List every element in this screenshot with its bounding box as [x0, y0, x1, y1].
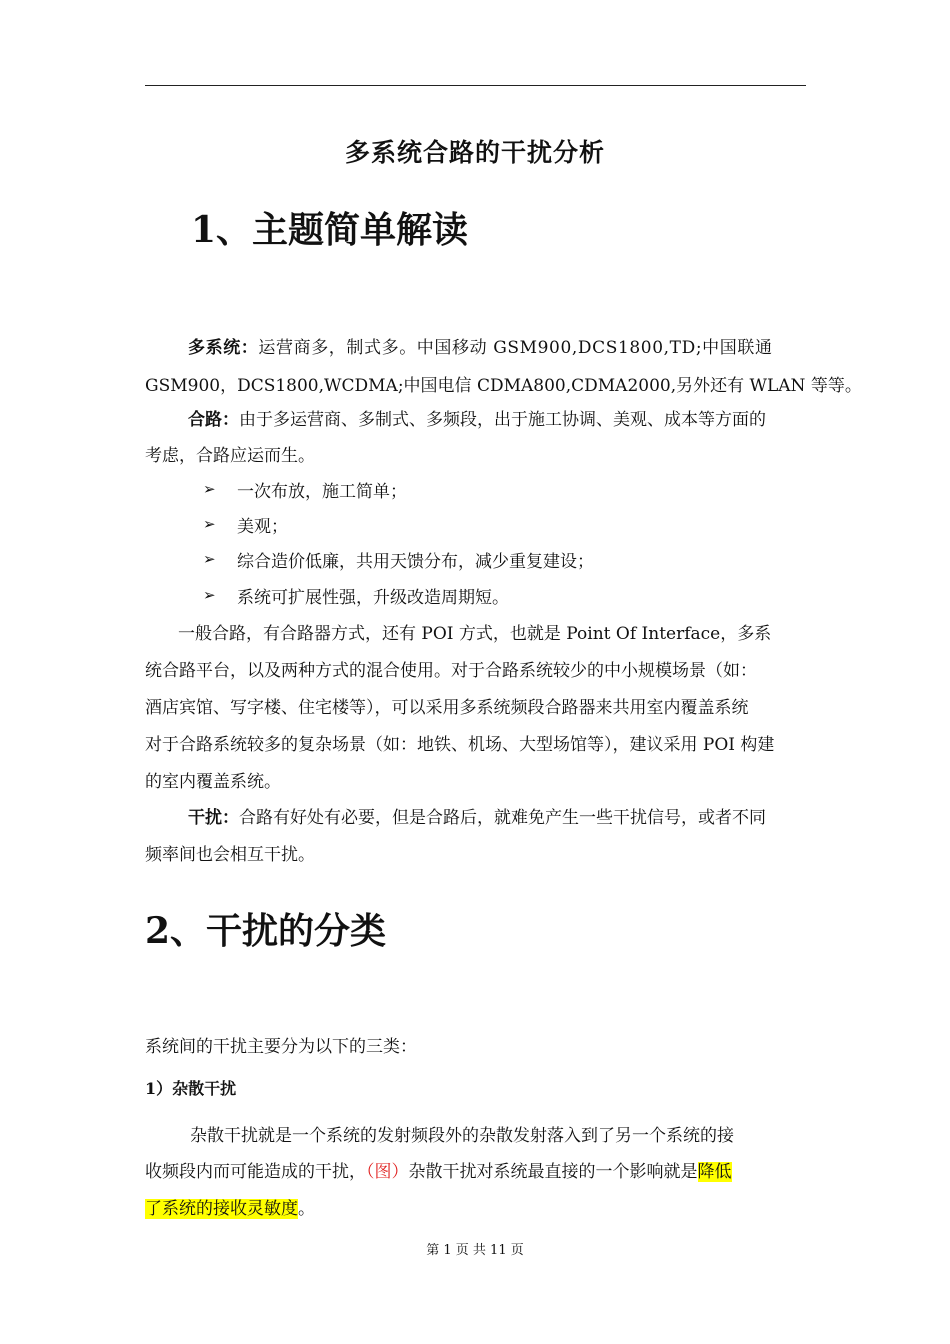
subheading-spurious: 1）杂散干扰	[145, 1079, 237, 1098]
term-combining: 合路：	[188, 410, 239, 430]
document-title: 多系统合路的干扰分析	[344, 138, 605, 167]
para-interference-line2: 频率间也会相互干扰。	[145, 845, 315, 865]
para-poi-line: 统合路平台，以及两种方式的混合使用。对于合路系统较少的中小规模场景（如：	[145, 661, 757, 681]
highlighted-text: 降低	[697, 1162, 732, 1182]
bullet-arrow-icon: ➢	[203, 550, 216, 568]
bullet-item: 系统可扩展性强，升级改造周期短。	[237, 588, 509, 608]
para-multisystem-line2: GSM900，DCS1800,WCDMA;中国电信 CDMA800,CDMA2000,另外还有 WLAN 等等。	[145, 376, 862, 396]
highlighted-text: 了系统的接收灵敏度	[145, 1199, 298, 1219]
para-spurious-line3: 了系统的接收灵敏度。	[145, 1199, 315, 1219]
bullet-item: 美观；	[237, 517, 288, 537]
term-multisystem: 多系统：	[188, 338, 259, 358]
para-spurious-line1: 杂散干扰就是一个系统的发射频段外的杂散发射落入到了另一个系统的接	[190, 1126, 734, 1146]
para-combining-line2: 考虑，合路应运而生。	[145, 446, 315, 466]
figure-reference: （图）	[366, 1162, 409, 1182]
para-multisystem-line1: 多系统：运营商多，制式多。中国移动 GSM900,DCS1800,TD;中国联通	[188, 338, 773, 358]
para-poi-line: 一般合路，有合路器方式，还有 POI 方式，也就是 Point Of Interface，多系	[178, 624, 772, 644]
bullet-item: 一次布放，施工简单；	[237, 482, 407, 502]
header-rule	[145, 85, 806, 86]
para-poi-line: 酒店宾馆、写字楼、住宅楼等），可以采用多系统频段合路器来共用室内覆盖系统	[145, 698, 749, 718]
bullet-arrow-icon: ➢	[203, 586, 216, 604]
para-poi-line: 的室内覆盖系统。	[145, 772, 281, 792]
para-interference-line1: 干扰：合路有好处有必要，但是合路后，就难免产生一些干扰信号，或者不同	[188, 808, 766, 828]
para-poi-line: 对于合路系统较多的复杂场景（如：地铁、机场、大型场馆等），建议采用 POI 构建	[145, 735, 775, 755]
para-categories-intro: 系统间的干扰主要分为以下的三类：	[145, 1037, 417, 1057]
bullet-item: 综合造价低廉，共用天馈分布，减少重复建设；	[237, 552, 594, 572]
para-spurious-line2: 收频段内而可能造成的干扰，（图）杂散干扰对系统最直接的一个影响就是降低	[145, 1162, 732, 1182]
heading-2: 2、干扰的分类	[145, 910, 387, 952]
bullet-arrow-icon: ➢	[203, 480, 216, 498]
bullet-arrow-icon: ➢	[203, 515, 216, 533]
para-combining-line1: 合路：由于多运营商、多制式、多频段，出于施工协调、美观、成本等方面的	[188, 410, 766, 430]
term-interference: 干扰：	[188, 808, 239, 828]
heading-1: 1、主题简单解读	[191, 209, 469, 251]
page-footer: 第 1 页 共 11 页	[426, 1243, 524, 1258]
